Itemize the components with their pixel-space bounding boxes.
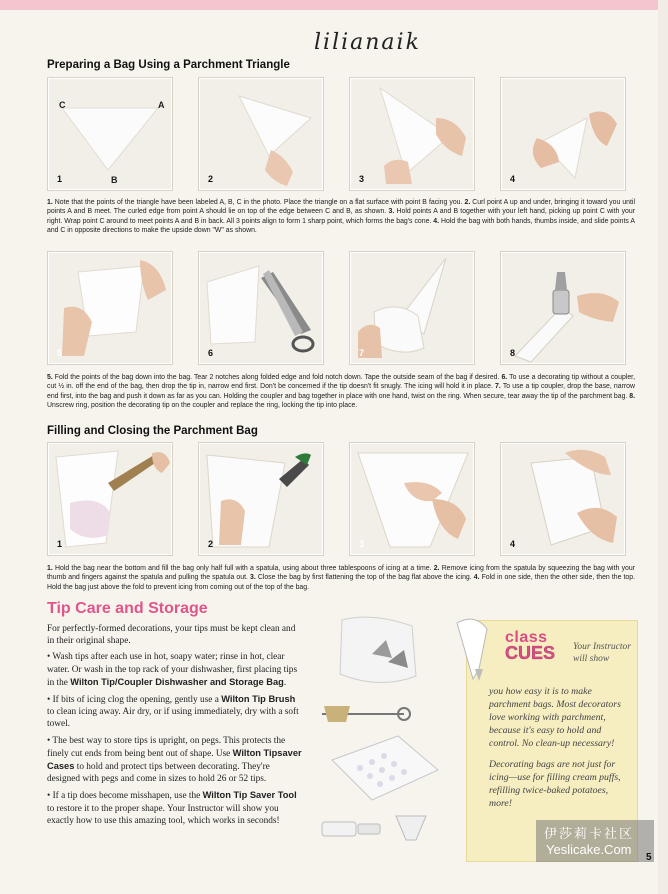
- photo-number: 8: [510, 348, 516, 358]
- section-title-preparing: Preparing a Bag Using a Parchment Triangle: [47, 59, 290, 71]
- class-word: class: [505, 629, 548, 646]
- bullet-text: • If bits of icing clog the opening, gently use a: [47, 695, 222, 706]
- top-pink-band: [0, 0, 668, 10]
- step-num: 1.: [47, 565, 53, 572]
- photo-number: 2: [208, 539, 214, 549]
- fill-photo-1: [47, 442, 173, 556]
- step-photo-7: [349, 251, 475, 365]
- step-photo-8: [500, 251, 626, 365]
- step-photo-1: [47, 77, 173, 191]
- step-num: 2.: [464, 199, 471, 206]
- class-cues-paragraph: you how easy it is to make parchment bags. Most decorators love working with parchment, because it's easy to hold and control. No clean-up necessary!: [489, 686, 621, 749]
- step-num: 4.: [433, 217, 440, 225]
- step-text: Close the bag by first flattening the top of the bag flat above the icing.: [255, 574, 474, 582]
- step-photo-2: [198, 77, 324, 191]
- photo-number: 6: [208, 348, 214, 358]
- tip-bullet: [47, 651, 302, 689]
- step-photo-3: [349, 77, 475, 191]
- photo-number: 3: [359, 539, 365, 549]
- photo-number: 7: [359, 348, 365, 358]
- bullet-text: .: [283, 677, 287, 688]
- step-num: 8.: [629, 392, 635, 400]
- photo-number: 5: [57, 348, 63, 358]
- page-number: 5: [646, 852, 652, 863]
- label-c: C: [59, 100, 66, 110]
- photo-number: 1: [57, 539, 63, 549]
- class-cues-paragraph: Decorating bags are not just for icing—use for filling cream puffs, refilling twice-baked potatoes, more!: [489, 759, 621, 809]
- photo-number: 2: [208, 174, 214, 184]
- caption-steps-5-8: [47, 373, 635, 411]
- product-name: Wilton Tipsaver Cases: [47, 747, 302, 772]
- watermark: [536, 820, 654, 862]
- fill-photo-3: [349, 442, 475, 556]
- tip-care-body: [47, 623, 302, 831]
- product-name: Wilton Tip/Coupler Dishwasher and Storage Bag: [70, 676, 284, 687]
- label-b: B: [111, 175, 118, 185]
- bullet-text: • The best way to store tips is upright, on pegs. This protects the finely cut ends from being bent out of shape. Use: [47, 735, 286, 759]
- class-cues-text: [489, 685, 631, 818]
- photo-number: 3: [359, 174, 365, 184]
- step-num: 5.: [47, 374, 53, 381]
- bullet-text: to clean icing away. Air dry, or if using immediately, dry with a soft towel.: [47, 707, 299, 730]
- step-text: Fold the points of the bag down into the bag. Tear 2 notches along folded edge and fold notch down. Tape the outside seam of the bag if desired.: [52, 374, 502, 381]
- watermark-cn: 伊莎莉卡社区: [544, 826, 635, 841]
- tip-bullet: [47, 789, 302, 827]
- class-cues-header: Your Instructor will show: [573, 642, 631, 664]
- tip-care-title: Tip Care and Storage: [47, 600, 208, 617]
- photo-number: 4: [510, 539, 516, 549]
- step-num: 2.: [433, 565, 440, 572]
- cues-word: CUES: [505, 643, 556, 663]
- step-text: To use a tip coupler, drop the base, narrow end first, into the bag and push it down as far as you can. Holding the coupler and bag together in place with one hand, twist on the ring. When secure, tear away the tip of the parchment bag.: [47, 383, 635, 400]
- handwritten-signature: lilianaik: [314, 30, 421, 55]
- tip-tools-illustration: [312, 610, 452, 850]
- step-text: To use a decorating tip without a coupler, cut ½ in. off the end of the bag, then drop the tip in, narrow end first. Don't be concerned if the tip doesn't fit snugly. The icing will hold it in place.: [47, 374, 635, 391]
- step-text: Hold the bag near the bottom and fill the bag only half full with a spatula, using about three tablespoons of icing at a time.: [52, 565, 434, 572]
- step-num: 6.: [501, 374, 508, 381]
- step-text: Hold the bag with both hands, thumbs inside, and slide points A and C in opposite directions to make the upside down "W" as shown.: [47, 217, 635, 235]
- step-num: 3.: [250, 574, 256, 582]
- photo-number: 4: [510, 174, 516, 184]
- fill-photo-4: [500, 442, 626, 556]
- caption-steps-1-4: [47, 198, 635, 236]
- bullet-text: • Wash tips after each use in hot, soapy water; rinse in hot, clear water. Or wash in the top rack of your dishwasher, first placing tips in the: [47, 652, 298, 688]
- tip-care-intro: For perfectly-formed decorations, your tips must be kept clean and in their original shape.: [47, 624, 296, 647]
- step-text: Curl point A up and under, bringing it toward you until points A and B meet. The curled edge from point A should lie on top of the edge between C and B, as shown.: [47, 199, 635, 216]
- tip-bullet: [47, 735, 302, 786]
- step-photo-5: [47, 251, 173, 365]
- bullet-text: • If a tip does become misshapen, use the: [47, 791, 203, 802]
- step-text: Unscrew ring, position the decorating tip on the coupler and replace the ring, locking the tip into place.: [47, 402, 358, 410]
- page-edge: [658, 0, 668, 894]
- watermark-en: Yeslicake.Com: [546, 842, 632, 857]
- step-text: Hold points A and B together with your left hand, picking up point C with your right. Wrap point C around to meet points A and B in back. All 3 points align to form 1 sharp point, which forms the bag's cone.: [47, 208, 635, 225]
- step-text: Remove icing from the spatula by squeezing the bag with your thumb and fingers against the spatula and pulling the spatula out.: [47, 565, 635, 582]
- fill-photo-2: [198, 442, 324, 556]
- step-num: 3.: [388, 208, 395, 216]
- label-a: A: [158, 100, 165, 110]
- bullet-text: to hold and protect tips between decorating. They're designed with pegs and come in sizes to hold 26 or 52 tips.: [47, 762, 270, 785]
- product-name: Wilton Tip Brush: [221, 694, 296, 705]
- step-num: 4.: [473, 574, 480, 582]
- step-text: Note that the points of the triangle have been labeled A, B, C in the photo. Place the triangle on a flat surface with point B facing you.: [52, 199, 465, 206]
- section-title-filling: Filling and Closing the Parchment Bag: [47, 425, 258, 437]
- step-num: 7.: [495, 383, 501, 391]
- step-text: Fold in one side, then the other side, then the top. Hold the bag just above the fold to prevent icing from coming out of the top of the bag.: [47, 574, 636, 591]
- step-num: 1.: [47, 199, 53, 206]
- step-photo-4: [500, 77, 626, 191]
- tip-bullet: [47, 693, 302, 731]
- decorating-bag-icon: [453, 613, 493, 683]
- product-name: Wilton Tip Saver Tool: [202, 790, 297, 801]
- step-photo-6: [198, 251, 324, 365]
- caption-filling-steps: [47, 564, 635, 592]
- bullet-text: to restore it to the proper shape. Your Instructor will show you exactly how to use this amazing tool, which works in seconds!: [47, 803, 280, 826]
- photo-number: 1: [57, 174, 63, 184]
